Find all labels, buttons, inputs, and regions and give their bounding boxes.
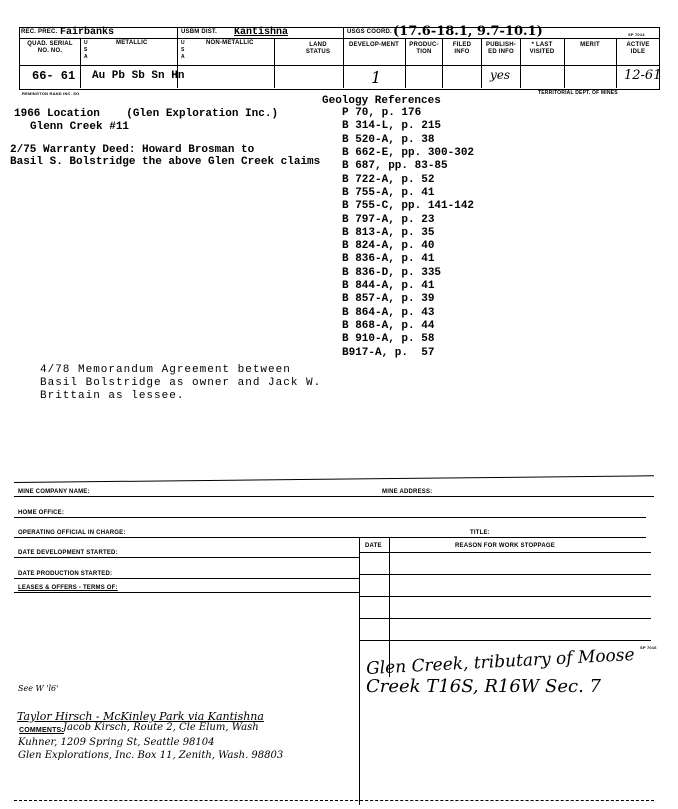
development-label: DEVELOP-MENT	[348, 42, 400, 48]
territorial-label: TERRITORIAL DEPT. OF MINES	[538, 90, 618, 96]
geology-ref: B 857-A, p. 39	[342, 293, 435, 305]
geology-ref: B 687, pp. 83-85	[342, 160, 448, 172]
active-idle-value: 12-61	[624, 68, 662, 83]
usgs-coord-value: (17.6-18.1, 9.7-10.1)	[393, 24, 543, 39]
title-label: TITLE:	[470, 530, 490, 536]
quad-serial-label: QUAD. SERIAL NO. NO.	[27, 41, 73, 54]
comments-line-1: Jacob Kirsch, Route 2, Cle Elum, Wash	[63, 722, 259, 733]
mine-address-label: MINE ADDRESS:	[382, 489, 433, 495]
notes-line-3: 2/75 Warranty Deed: Howard Brosman to	[10, 144, 255, 156]
metallic-label: METALLIC	[116, 40, 148, 46]
geology-ref: B 824-A, p. 40	[342, 240, 435, 252]
date-prod-label: DATE PRODUCTION STARTED:	[18, 571, 113, 577]
usbm-dist-value: Kantishna	[234, 27, 289, 38]
location-note-2: Creek T16S, R16W Sec. 7	[366, 676, 601, 697]
memo-line-1: 4/78 Memorandum Agreement between	[40, 364, 291, 376]
comments-line-2: Kuhner, 1209 Spring St, Seattle 98104	[18, 737, 215, 748]
form-number-2: SP 7016	[640, 645, 657, 650]
usa-label-1: U S A	[84, 40, 88, 60]
reason-label: REASON FOR WORK STOPPAGE	[455, 543, 555, 549]
notes-line-1: 1966 Location (Glen Exploration Inc.)	[14, 108, 279, 120]
rec-prec-value: Fairbanks	[60, 27, 115, 38]
geology-ref: B 520-A, p. 38	[342, 134, 435, 146]
notes-line-4: Basil S. Bolstridge the above Glen Creek claims	[10, 156, 321, 168]
geology-ref: B 844-A, p. 41	[342, 280, 435, 292]
geology-heading: Geology References	[322, 95, 441, 107]
geology-ref: B 662-E, pp. 300-302	[342, 147, 475, 159]
date-col-label: DATE	[365, 543, 382, 549]
memo-line-3: Brittain as lessee.	[40, 390, 185, 402]
leases-label: LEASES & OFFERS - TERMS OF:	[18, 585, 118, 591]
comments-label: COMMENTS:	[19, 727, 64, 734]
geology-ref: B 755-C, pp. 141-142	[342, 200, 475, 212]
operating-official-label: OPERATING OFFICIAL IN CHARGE:	[18, 530, 126, 536]
geology-ref: B 836-D, p. 335	[342, 267, 442, 279]
geology-ref: B 314-L, p. 215	[342, 120, 442, 132]
active-idle-label: ACTIVE IDLE	[626, 42, 650, 55]
geology-ref: B 722-A, p. 52	[342, 174, 435, 186]
memo-line-2: Basil Bolstridge as owner and Jack W.	[40, 377, 322, 389]
published-value: yes	[490, 68, 511, 82]
geology-ref: B 910-A, p. 58	[342, 333, 435, 345]
date-dev-label: DATE DEVELOPMENT STARTED:	[18, 550, 118, 556]
home-office-label: HOME OFFICE:	[18, 510, 65, 516]
owners-line: Taylor Hirsch - McKinley Park via Kantishna	[17, 710, 264, 723]
geology-ref: B 797-A, p. 23	[342, 214, 435, 226]
comments-line-3: Glen Explorations, Inc. Box 11, Zenith, Wash. 98803	[18, 750, 284, 761]
geology-ref: B 868-A, p. 44	[342, 320, 435, 332]
geology-ref: B917-A, p. 57	[342, 347, 435, 359]
rec-prec-label: REC. PREC.	[21, 29, 58, 35]
geology-ref: B 813-A, p. 35	[342, 227, 435, 239]
geology-ref: B 836-A, p. 41	[342, 253, 435, 265]
quad-serial-value: 66- 61	[32, 69, 76, 83]
geology-ref: B 864-A, p. 43	[342, 307, 435, 319]
usbm-dist-label: USBM DIST.	[181, 29, 218, 35]
mine-company-label: MINE COMPANY NAME:	[18, 489, 90, 495]
production-label: PRODUC-TION	[409, 42, 439, 55]
see-note: See W 'l6'	[18, 684, 59, 693]
printer-line: REMINGTON RAND INC. SO	[22, 91, 80, 96]
land-status-label: LAND STATUS	[305, 42, 331, 55]
geology-ref: B 755-A, p. 41	[342, 187, 435, 199]
development-value: 1	[371, 68, 382, 87]
usa-label-2: U S A	[181, 40, 185, 60]
nonmetallic-label: NON-METALLIC	[206, 40, 254, 46]
geology-ref: P 70, p. 176	[342, 107, 422, 119]
published-info-label: PUBLISH-ED INFO	[486, 42, 516, 55]
form-number: SP 7014	[628, 32, 645, 37]
filed-info-label: FILED INFO	[452, 42, 472, 55]
merit-label: MERIT	[580, 42, 600, 48]
notes-line-2: Glenn Creek #11	[30, 121, 130, 133]
location-note-1: Glen Creek, tributary of Moose	[365, 644, 636, 680]
usgs-coord-label: USGS COORD.	[347, 29, 392, 35]
metallic-value: Au Pb Sb Sn Hn	[92, 70, 185, 82]
last-visited-label: * LAST VISITED	[529, 42, 555, 55]
